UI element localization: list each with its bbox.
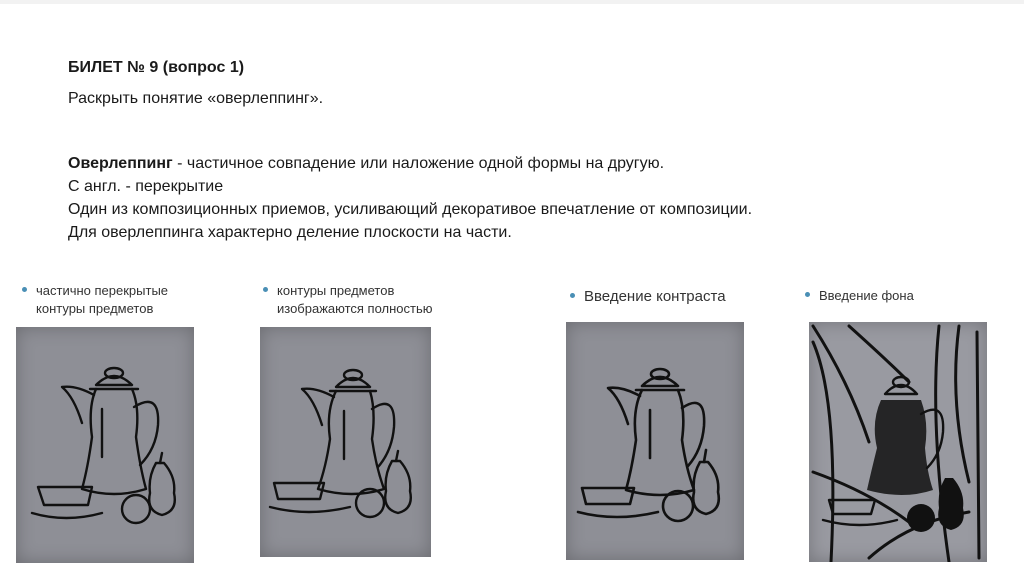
- example-caption-4: Введение фона: [805, 287, 914, 305]
- bullet-icon: [805, 292, 810, 297]
- slide-title: БИЛЕТ № 9 (вопрос 1): [68, 59, 245, 76]
- example-caption-3: Введение контраста: [570, 288, 726, 306]
- bullet-icon: [570, 293, 575, 298]
- definition-text: - частичное совпадение или наложение одной формы на другую.: [172, 155, 665, 172]
- teapot-still-life-drawing: [16, 327, 194, 563]
- technique-line: Один из композиционных приемов, усиливающий декоративое впечатление от композиции.: [68, 201, 753, 218]
- example-caption-2: контуры предметов изображаются полностью: [263, 282, 433, 318]
- bullet-icon: [263, 287, 268, 292]
- example-image-4: [809, 322, 987, 562]
- example-image-3: [566, 322, 744, 560]
- definition-block: [68, 152, 752, 244]
- teapot-background-drawing: [809, 322, 987, 562]
- slide-subtitle: Раскрыть понятие «оверлеппинг».: [68, 90, 324, 107]
- teapot-full-contours-drawing: [260, 327, 431, 557]
- example-caption-1: частично перекрытые контуры предметов: [22, 282, 168, 318]
- top-border: [0, 0, 1024, 4]
- definition-line: [68, 152, 752, 175]
- teapot-contrast-drawing: [566, 322, 744, 560]
- definition-term: Оверлеппинг: [68, 155, 173, 172]
- translation-line: С англ. - перекрытие: [68, 178, 224, 195]
- bullet-icon: [22, 287, 27, 292]
- plane-division-line: Для оверлеппинга характерно деление плоскости на части.: [68, 224, 512, 241]
- example-image-2: [260, 327, 431, 557]
- example-image-1: [16, 327, 194, 563]
